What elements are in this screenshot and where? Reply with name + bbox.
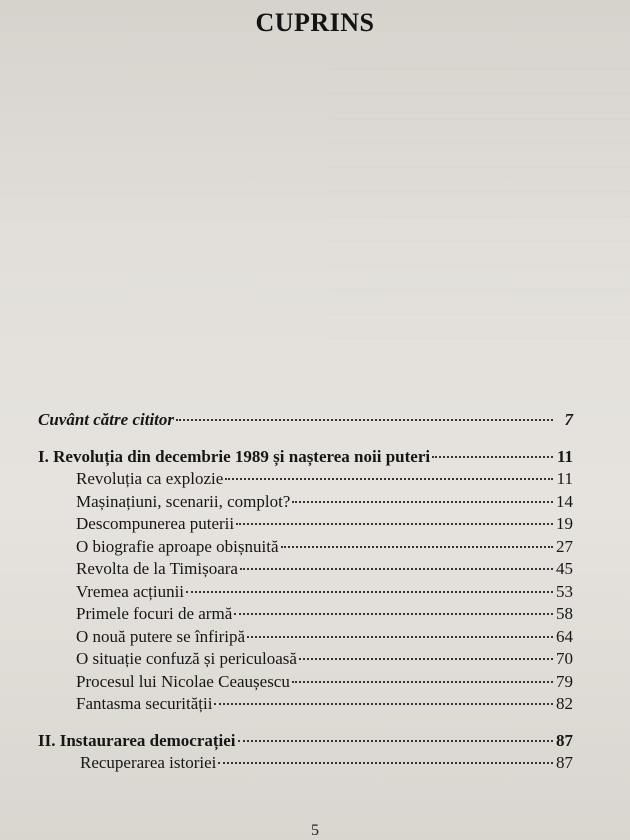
toc-entry-page: 87 [556,753,573,772]
toc-entry-label: O situație confuză și periculoasă [76,649,297,668]
toc-entry-page: 53 [556,581,573,601]
toc-entry-label: Cuvânt către cititor [38,410,174,429]
dot-leader [299,645,553,660]
toc-entry-page: 11 [556,469,573,488]
toc-entry-label: O biografie aproape obișnuită [76,536,279,556]
table-of-contents [38,410,573,776]
toc-entry-page: 14 [556,491,573,511]
dot-leader [225,465,553,480]
dot-leader [432,443,553,458]
toc-entry-page: 11 [556,446,573,466]
toc-entry-label: I. Revoluția din decembrie 1989 și nașterea noii puteri [38,446,431,466]
toc-entry-page: 58 [556,604,573,623]
toc-entry-page: 82 [556,694,573,713]
toc-entry-page: 7 [564,410,573,429]
toc-entry-page: 70 [556,649,573,668]
dot-leader [281,533,553,548]
toc-entry-label: II. Instaurarea democrației [38,730,236,750]
bleed-through-text [330,45,630,345]
toc-entry-label: Procesul lui Nicolae Ceaușescu [76,671,290,691]
dot-leader [292,668,553,683]
page-title: CUPRINS [255,8,375,37]
toc-entry-label: Revolta de la Timișoara [76,559,238,578]
toc-entry[interactable] [38,753,573,776]
toc-entry[interactable] [38,694,573,717]
toc-entry-label: Revoluția ca explozie [76,469,224,488]
toc-entry-page: 19 [556,514,573,533]
toc-entry-label: Vremea acțiunii [76,581,185,601]
dot-leader [238,727,553,742]
dot-leader [214,690,553,705]
dot-leader [234,600,553,615]
toc-entry-label: Fantasma securității [76,694,213,713]
dot-leader [186,578,553,593]
page-number: 5 [311,822,319,839]
toc-entry-label: Descompunerea puterii [76,514,235,533]
toc-entry-page: 27 [556,536,573,556]
toc-entry-label: Mașinațiuni, scenarii, complot? [76,491,291,511]
dot-leader [236,510,553,525]
toc-entry-label: Recuperarea istoriei [80,753,217,772]
dot-leader [247,623,553,638]
dot-leader [218,749,553,764]
dot-leader [292,488,553,503]
toc-entry-label: Primele focuri de armă [76,604,233,623]
dot-leader [176,406,553,421]
toc-entry[interactable] [38,410,573,433]
toc-entry-page: 87 [556,730,573,750]
toc-entry-page: 45 [556,559,573,578]
toc-entry-label: O nouă putere se înfiripă [76,626,245,646]
toc-entry-page: 64 [556,626,573,646]
dot-leader [240,555,553,570]
toc-entry-page: 79 [556,671,573,691]
